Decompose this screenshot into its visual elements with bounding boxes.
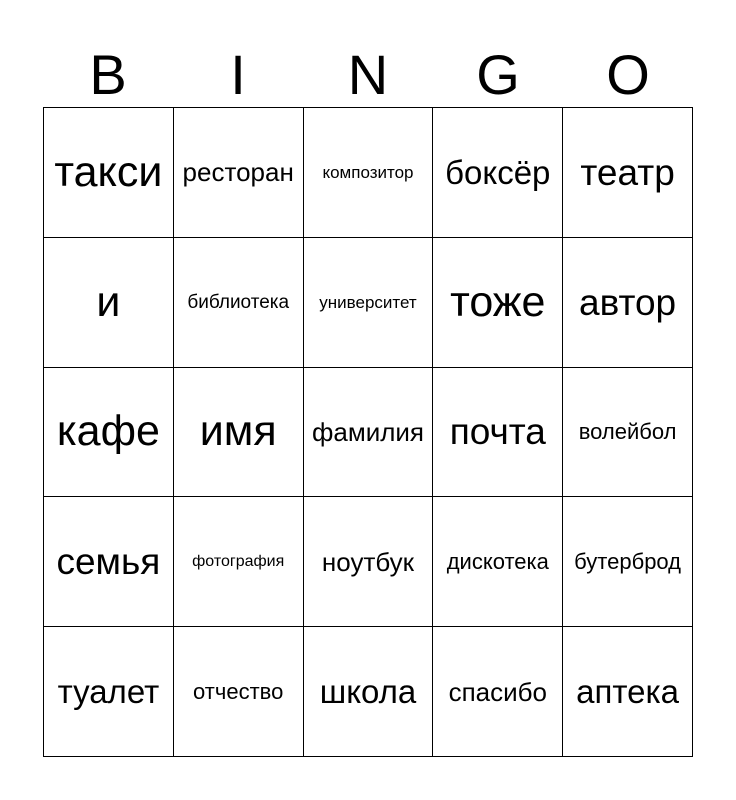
header-letter-i: I bbox=[230, 43, 246, 106]
cell-word: бутерброд bbox=[574, 548, 682, 574]
bingo-cell[interactable] bbox=[433, 497, 563, 627]
bingo-cell[interactable] bbox=[304, 238, 434, 368]
bingo-cell[interactable] bbox=[44, 497, 174, 627]
cell-word: тоже bbox=[450, 277, 546, 326]
bingo-cell[interactable] bbox=[563, 368, 693, 498]
cell-word: университет bbox=[319, 292, 417, 312]
cell-word: ресторан bbox=[182, 157, 294, 188]
cell-word: отчество bbox=[193, 678, 284, 704]
cell-word: фотография bbox=[192, 552, 285, 570]
bingo-cell[interactable] bbox=[563, 627, 693, 757]
bingo-cell[interactable] bbox=[304, 368, 434, 498]
bingo-cell[interactable] bbox=[44, 108, 174, 238]
cell-word: фамилия bbox=[311, 416, 424, 447]
bingo-cell[interactable] bbox=[174, 108, 304, 238]
cell-word: такси bbox=[54, 147, 163, 196]
cell-word: туалет bbox=[57, 673, 160, 711]
bingo-cell[interactable] bbox=[174, 238, 304, 368]
bingo-cell[interactable] bbox=[44, 627, 174, 757]
cell-word: имя bbox=[199, 407, 277, 456]
header-letter-n: N bbox=[347, 43, 389, 106]
bingo-cell[interactable] bbox=[304, 497, 434, 627]
cell-word: школа bbox=[319, 673, 417, 711]
cell-word: театр bbox=[580, 151, 675, 193]
cell-word: аптека bbox=[576, 673, 680, 711]
cell-word: дискотека bbox=[446, 548, 549, 574]
cell-word: спасибо bbox=[448, 676, 547, 707]
cell-word: боксёр bbox=[445, 153, 551, 191]
bingo-cell[interactable] bbox=[174, 627, 304, 757]
bingo-cell[interactable] bbox=[44, 368, 174, 498]
bingo-header bbox=[43, 44, 693, 106]
bingo-cell[interactable] bbox=[433, 368, 563, 498]
cell-word: композитор bbox=[322, 162, 414, 182]
cell-word: и bbox=[96, 277, 121, 326]
bingo-cell[interactable] bbox=[563, 497, 693, 627]
bingo-cell[interactable] bbox=[304, 108, 434, 238]
cell-word: семья bbox=[56, 541, 161, 583]
bingo-cell[interactable] bbox=[174, 368, 304, 498]
cell-word: автор bbox=[579, 281, 677, 323]
header-letter-b: B bbox=[89, 43, 127, 106]
cell-word: волейбол bbox=[578, 418, 677, 444]
bingo-cell[interactable] bbox=[433, 108, 563, 238]
bingo-cell[interactable] bbox=[433, 627, 563, 757]
bingo-board bbox=[43, 107, 693, 757]
cell-word: ноутбук bbox=[321, 546, 415, 577]
header-letter-g: G bbox=[476, 43, 520, 106]
bingo-cell[interactable] bbox=[304, 627, 434, 757]
bingo-cell[interactable] bbox=[174, 497, 304, 627]
cell-word: почта bbox=[449, 411, 546, 453]
cell-word: библиотека bbox=[187, 291, 290, 313]
bingo-cell[interactable] bbox=[563, 108, 693, 238]
bingo-cell[interactable] bbox=[44, 238, 174, 368]
cell-word: кафе bbox=[56, 407, 160, 456]
bingo-cell[interactable] bbox=[563, 238, 693, 368]
header-letter-o: O bbox=[606, 43, 650, 106]
bingo-cell[interactable] bbox=[433, 238, 563, 368]
